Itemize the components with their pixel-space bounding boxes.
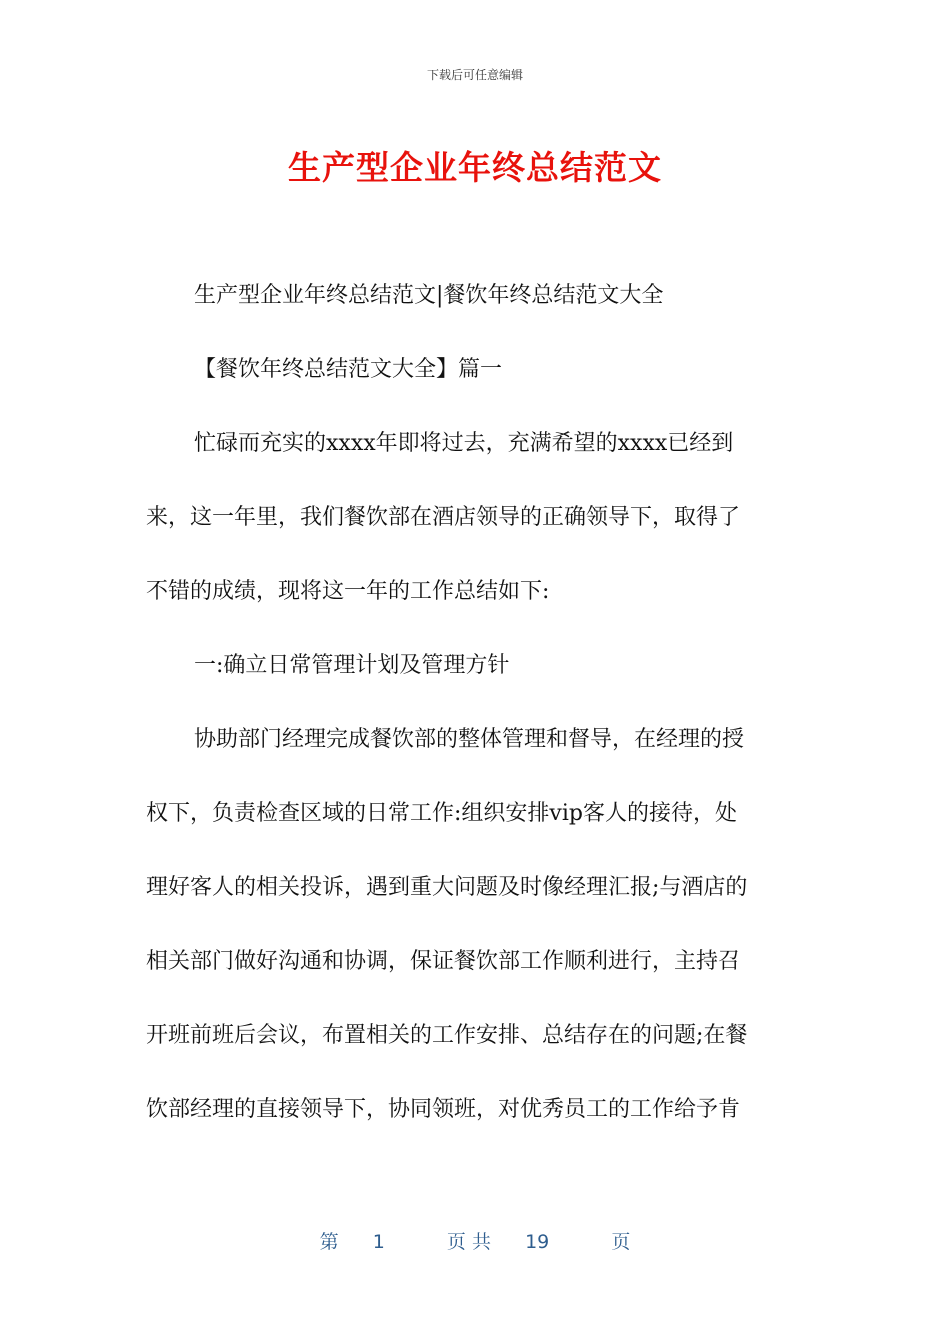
document-body (146, 277, 806, 1165)
footer-page-number: 1 (372, 1231, 385, 1253)
footer-prefix: 第 (319, 1231, 339, 1253)
body-line: 不错的成绩，现将这一年的工作总结如下: (146, 579, 550, 604)
body-line: 【餐饮年终总结范文大全】篇一 (194, 357, 503, 382)
footer-total-pages: 19 (525, 1231, 550, 1253)
body-line: 理好客人的相关投诉，遇到重大问题及时像经理汇报;与酒店的 (146, 875, 748, 900)
body-line: 相关部门做好沟通和协调，保证餐饮部工作顺利进行，主持召 (146, 949, 741, 974)
body-line: 协助部门经理完成餐饮部的整体管理和督导，在经理的授 (194, 727, 745, 752)
footer-middle: 页 共 (446, 1231, 491, 1253)
header-note: 下载后可任意编辑 (426, 68, 523, 82)
body-line: 饮部经理的直接领导下，协同领班，对优秀员工的工作给予肯 (146, 1097, 741, 1122)
body-line: 忙碌而充实的xxxx年即将过去，充满希望的xxxx已经到 (194, 431, 734, 456)
body-line: 一:确立日常管理计划及管理方针 (194, 653, 510, 678)
document-title: 生产型企业年终总结范文 (288, 148, 662, 187)
body-line: 权下，负责检查区域的日常工作:组织安排vip客人的接待，处 (146, 801, 737, 826)
footer-suffix: 页 (611, 1231, 631, 1253)
body-line: 生产型企业年终总结范文|餐饮年终总结范文大全 (194, 283, 664, 308)
body-line: 开班前班后会议，布置相关的工作安排、总结存在的问题;在餐 (146, 1023, 748, 1048)
page-footer (0, 1227, 950, 1254)
body-line: 来，这一年里，我们餐饮部在酒店领导的正确领导下，取得了 (146, 505, 741, 530)
